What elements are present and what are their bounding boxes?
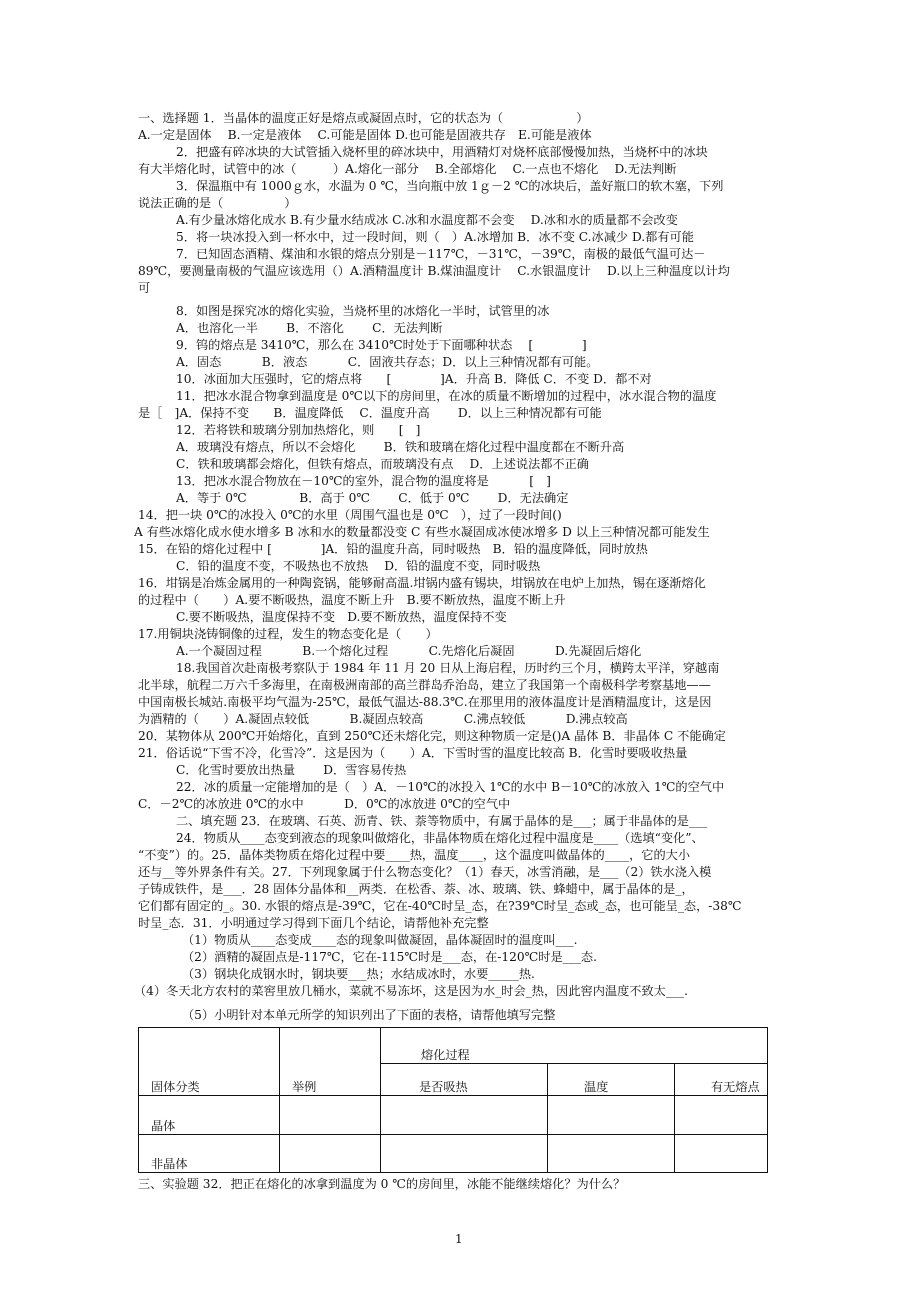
table-cell <box>280 1134 381 1172</box>
text-line: C．铅的温度不变，不吸热也不放热 D．铅的温度不变，同时吸热 <box>176 559 541 573</box>
text-line: A.有少量冰熔化成水 B.有少量水结成冰 C.冰和水温度都不会变 D.冰和水的质量都不会改变 <box>176 213 678 227</box>
table-cell <box>280 1096 381 1134</box>
text-line: 89℃，要测量南极的气温应该选用（）A.酒精温度计 B.煤油温度计 C.水银温度计 D.以上三种温度以计均 <box>138 264 730 278</box>
table-cell <box>675 1134 768 1172</box>
text-line: 的过程中（ ）A.要不断吸热，温度不断上升 B.要不断放热，温度不断上升 <box>138 593 566 607</box>
text-line: C．化雪时要放出热量 D．雪容易传热 <box>176 763 407 777</box>
table-cell <box>381 1096 548 1134</box>
table-row-label: 晶体 <box>139 1096 280 1134</box>
text-line: 2．把盛有碎冰块的大试管插入烧杯里的碎冰块中，用酒精灯对烧杯底部慢慢加热，当烧杯中的冰块 <box>176 145 708 159</box>
table-cell <box>548 1134 675 1172</box>
text-line: 16．坩锅是冶炼金属用的一种陶瓷锅，能够耐高温.坩锅内盛有锡块，坩锅放在电炉上加热，锡在逐渐熔化 <box>138 576 706 590</box>
summary-table <box>138 1027 768 1173</box>
text-line: A．玻璃没有熔点，所以不会熔化 B．铁和玻璃在熔化过程中温度都在不断升高 <box>176 440 625 454</box>
text-line: 12．若将铁和玻璃分别加热熔化，则 [ ] <box>176 423 421 437</box>
text-line: 7．已知固态酒精、煤油和水银的熔点分别是－117℃，－31℃，－39℃，南极的最低气温可达－ <box>176 247 706 261</box>
text-line: 20．某物体从 200℃开始熔化，直到 250℃还未熔化完，则这种物质一定是()A 晶体 B．非晶体 C 不能确定 <box>138 729 726 743</box>
text-line: 它们都有固定的_。30. 水银的熔点是-39℃，它在-40℃时呈_态，在?39℃时呈_态或_态，也可能呈_态，-38℃ <box>138 899 742 913</box>
table-header-melting-point: 有无熔点 <box>675 1064 768 1096</box>
text-line: （2）酒精的凝固点是-117℃，它在-115℃时是___态，在-120℃时是___态. <box>182 950 597 964</box>
text-line: C．－2℃的冰放进 0℃的水中 D．0℃的冰放进 0℃的空气中 <box>138 797 511 811</box>
text-line: 15．在铅的熔化过程中 [ ]A．铅的温度升高，同时吸热 B．铅的温度降低，同时放热 <box>138 542 648 556</box>
text-line: C．铁和玻璃都会熔化，但铁有熔点，而玻璃没有点 D．上述说法都不正确 <box>176 457 589 471</box>
text-line: 三、实验题 32．把正在熔化的冰拿到温度为 0 ℃的房间里，冰能不能继续熔化？为什么？ <box>138 1177 626 1191</box>
table-cell <box>675 1096 768 1134</box>
text-line: （3）钢块化成钢水时，钢块要___热；水结成冰时，水要_____热. <box>182 967 535 981</box>
text-line: 有大半熔化时，试管中的冰（ ）A.熔化一部分 B.全部熔化 C.一点也不熔化 D.无法判断 <box>138 162 677 176</box>
text-line: “不变”）的。25．晶体类物质在熔化过程中要____热，温度____，这个温度叫做晶体的____，它的大小 <box>138 848 691 862</box>
text-line: 8．如图是探究冰的熔化实验，当烧杯里的冰熔化一半时，试管里的冰 <box>176 304 550 318</box>
text-line: 为酒精的（ ）A.凝固点较低 B.凝固点较高 C.沸点较低 D.沸点较高 <box>138 712 628 726</box>
text-line: 时呈_态．31．小明通过学习得到下面几个结论，请帮他补充完整 <box>138 916 489 930</box>
table-header-absorb: 是否吸热 <box>381 1064 548 1096</box>
table-header-process: 熔化过程 <box>381 1028 768 1064</box>
text-line: 22．冰的质量一定能增加的是（ ）A．－10℃的冰投入 1℃的水中 B－10℃的冰放入 1℃的空气中 <box>176 780 725 794</box>
text-line: A．等于 0℃ B．高于 0℃ C．低于 0℃ D．无法确定 <box>176 491 569 505</box>
text-line: 14．把一块 0℃的冰投入 0℃的水里（周围气温也是 0℃ ），过了一段时间() <box>138 508 562 522</box>
text-line: 9．钨的熔点是 3410℃，那么在 3410℃时处于下面哪种状态 [ ] <box>176 338 587 352</box>
text-line: （5）小明针对本单元所学的知识列出了下面的表格，请帮他填写完整 <box>182 1008 556 1022</box>
text-line: 中国南极长城站.南极平均气温为-25℃，最低气温达-88.3℃.在那里用的液体温度计是酒精温度计，这是因 <box>138 695 712 709</box>
text-line: 5．将一块冰投入到一杯水中，过一段时间，则（ ）A.冰增加 B．冰不变 C.冰减少 D.都有可能 <box>176 230 694 244</box>
text-line: 10．冰面加大压强时，它的熔点将 [ ]A．升高 B．降低 C．不变 D．都不对 <box>176 372 652 386</box>
text-line: 13．把冰水混合物放在－10℃的室外，混合物的温度将是 [ ] <box>176 474 551 488</box>
text-line: 子铸成铁件，是___．28 固体分晶体和__两类．在松香、萘、冰、玻璃、铁、蜂蜡中，属于晶体的是_， <box>138 882 694 896</box>
text-line: 是［ ]A．保持不变 B．温度降低 C．温度升高 D．以上三种情况都有可能 <box>138 406 602 420</box>
text-line: 11．把冰水混合物拿到温度是 0℃以下的房间里，在冰的质量不断增加的过程中，冰水混合物的温度 <box>176 389 717 403</box>
text-line: 17.用铜块浇铸铜像的过程，发生的物态变化是（ ） <box>138 627 438 641</box>
text-line: 21．俗话说“下雪不冷，化雪冷”．这是因为（ ）A．下雪时雪的温度比较高 B．化雪时要吸收热量 <box>138 746 688 760</box>
text-line: 18.我国首次赴南极考察队于 1984 年 11 月 20 日从上海启程，历时约三个月，横跨太平洋，穿越南 <box>176 661 720 675</box>
text-line: A.一定是固体 B.一定是液体 C.可能是固体 D.也可能是固液共存 E.可能是液体 <box>138 128 592 142</box>
table-cell <box>548 1096 675 1134</box>
text-line: 24．物质从____态变到液态的现象叫做熔化，非晶体物质在熔化过程中温度是____（选填“变化”、 <box>176 831 704 845</box>
table-header-temp: 温度 <box>548 1064 675 1096</box>
text-line: 可 <box>138 281 151 295</box>
table-cell <box>381 1134 548 1172</box>
table-header-example: 举例 <box>280 1028 381 1096</box>
text-line: 一、选择题 1．当晶体的温度正好是熔点或凝固点时，它的状态为（ ） <box>138 111 589 125</box>
text-line: 说法正确的是（ ） <box>138 196 297 210</box>
text-line: （4）冬天北方农村的菜窖里放几桶水，菜就不易冻坏，这是因为水_时会_热，因此窖内温度不致太___. <box>134 984 688 998</box>
text-line: 还与__等外界条件有关。27．下列现象属于什么物态变化？（1）春天，冰雪消融，是___（2）铁水浇入模 <box>138 865 712 879</box>
table-header-class: 固体分类 <box>139 1028 280 1096</box>
text-line: 北半球，航程二万六千多海里，在南极洲南部的高兰群岛乔治岛，建立了我国第一个南极科学考察基地—— <box>138 678 711 692</box>
page-number: 1 <box>455 1232 463 1246</box>
text-line: A 有些冰熔化成水使水增多 B 冰和水的数量都没变 C 有些水凝固成冰使冰增多 D 以上三种情况都可能发生 <box>134 525 710 539</box>
text-line: 二、填充题 23．在玻璃、石英、沥青、铁、萘等物质中，有属于晶体的是___；属于非晶体的是___ <box>176 814 708 828</box>
text-line: A.一个凝固过程 B.一个熔化过程 C.先熔化后凝固 D.先凝固后熔化 <box>176 644 642 658</box>
text-line: 3．保温瓶中有 1000ｇ水，水温为 0 ℃，当向瓶中放 1ｇ－2 ℃的冰块后，盖好瓶口的软木塞，下列 <box>176 179 724 193</box>
text-line: （1）物质从____态变成____态的现象叫做凝固，晶体凝固时的温度叫___. <box>182 933 578 947</box>
table-row-label: 非晶体 <box>139 1134 280 1172</box>
text-line: C.要不断吸热，温度保持不变 D.要不断放热，温度保持不变 <box>176 610 507 624</box>
text-line: A．也溶化一半 B．不溶化 C．无法判断 <box>176 321 443 335</box>
text-line: A．固态 B．液态 C．固液共存态；D．以上三种情况都有可能。 <box>176 355 599 369</box>
